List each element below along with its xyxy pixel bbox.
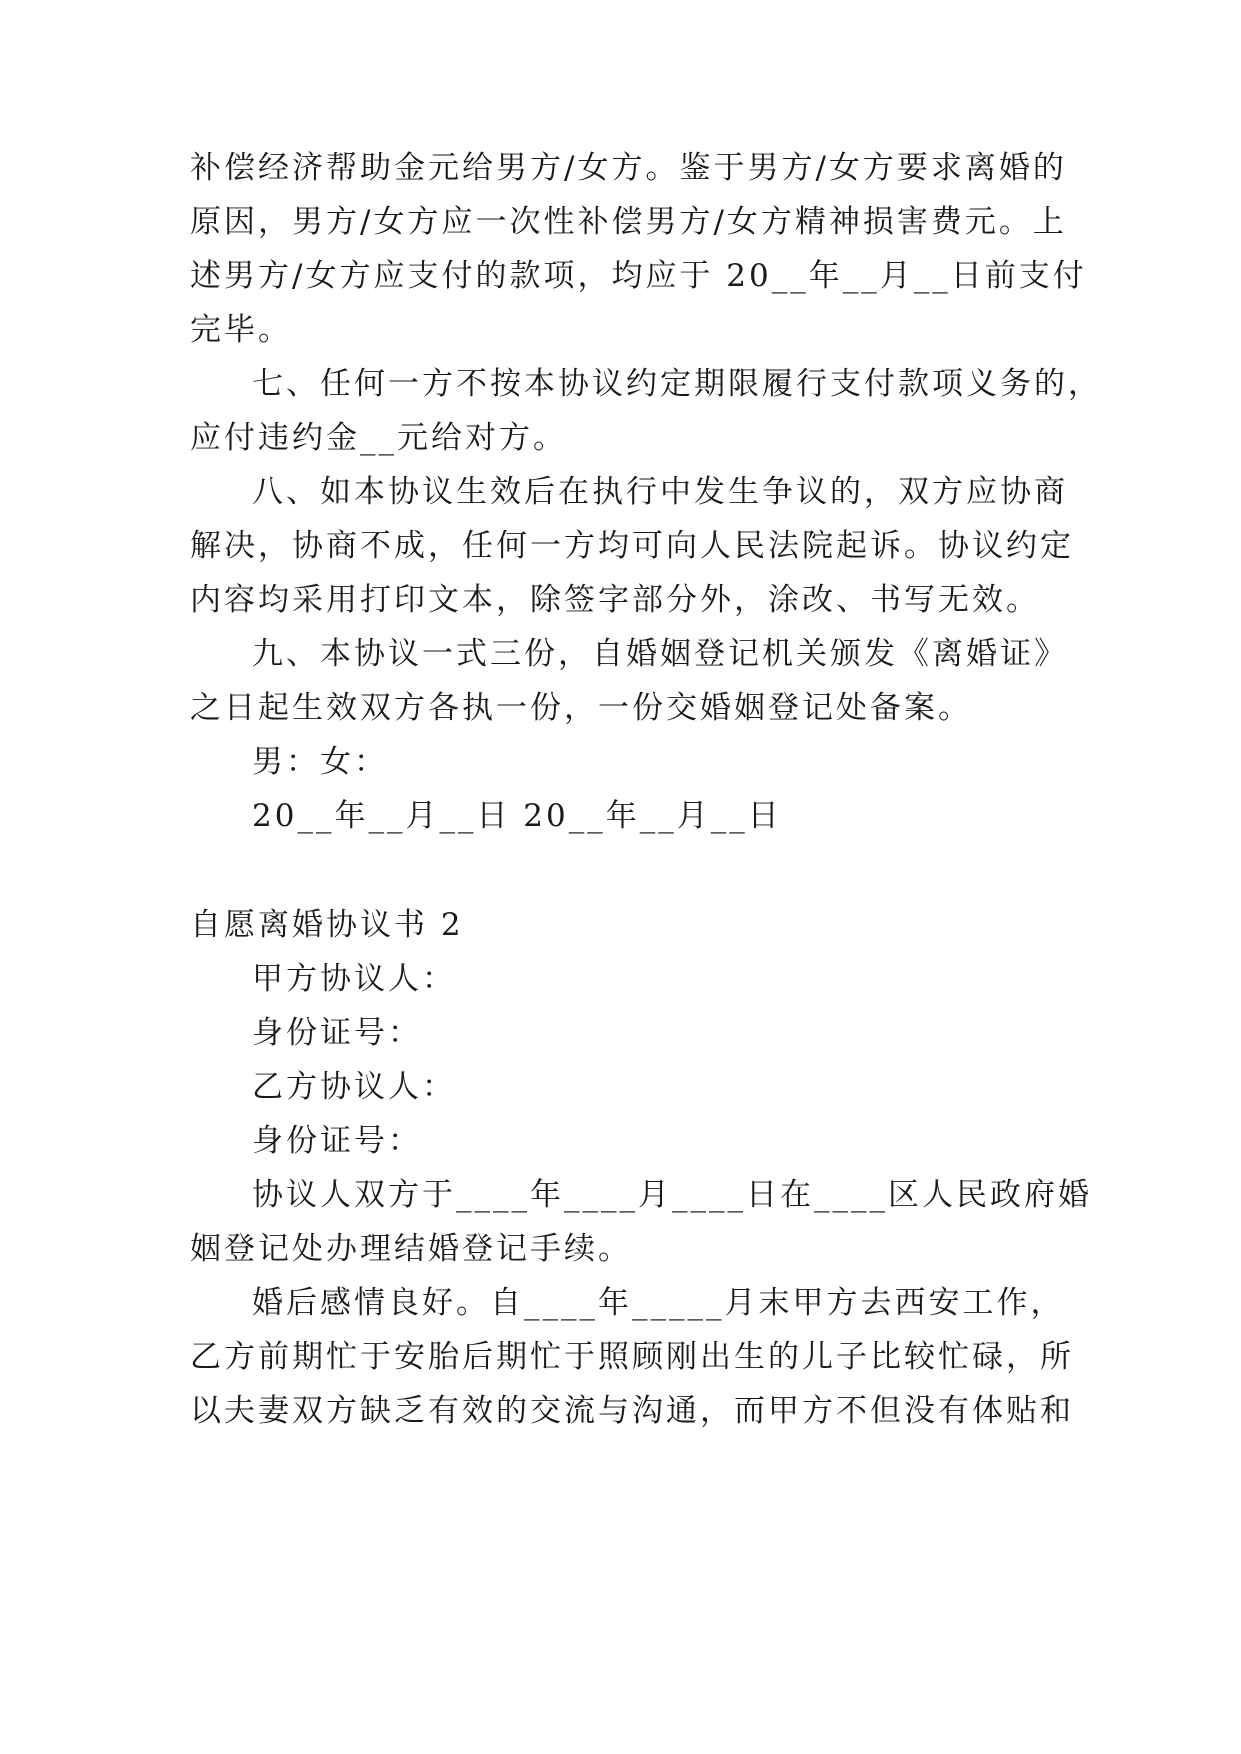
party-a-id-label: 身份证号： [252,1015,422,1051]
paragraph-line: 完毕。 [190,312,292,348]
party-b-label: 乙方协议人： [252,1069,456,1105]
paragraph-line: 之日起生效双方各执一份，一份交婚姻登记处备案。 [190,690,972,726]
paragraph-line: 婚后感情良好。自____年_____月末甲方去西安工作， [252,1285,1065,1321]
party-a-label: 甲方协议人： [252,961,456,997]
paragraph-line: 补偿经济帮助金元给男方/女方。鉴于男方/女方要求离婚的 [190,150,1067,186]
clause-nine: 九、本协议一式三份，自婚姻登记机关颁发《离婚证》 [252,636,1068,672]
party-b-id-label: 身份证号： [252,1123,422,1159]
document-title: 自愿离婚协议书 2 [190,907,464,943]
clause-seven: 七、任何一方不按本协议约定期限履行支付款项义务的， [252,366,1102,402]
paragraph-line: 应付违约金__元给对方。 [190,420,567,456]
paragraph-line: 内容均采用打印文本，除签字部分外，涂改、书写无效。 [190,582,1040,618]
signature-line: 男：女： [252,744,388,780]
paragraph-line: 乙方前期忙于安胎后期忙于照顾刚出生的儿子比较忙碌，所 [190,1339,1074,1375]
clause-eight: 八、如本协议生效后在执行中发生争议的，双方应协商 [252,474,1068,510]
paragraph-line: 解决，协商不成，任何一方均可向人民法院起诉。协议约定 [190,528,1074,564]
paragraph-line: 原因，男方/女方应一次性补偿男方/女方精神损害费元。上 [190,204,1067,240]
paragraph-line: 姻登记处办理结婚登记手续。 [190,1231,632,1267]
paragraph-line: 述男方/女方应支付的款项，均应于 20__年__月__日前支付 [190,258,1087,294]
date-line: 20__年__月__日 20__年__月__日 [252,798,782,834]
paragraph-line: 协议人双方于____年____月____日在____区人民政府婚 [252,1177,1092,1213]
paragraph-line: 以夫妻双方缺乏有效的交流与沟通，而甲方不但没有体贴和 [190,1393,1074,1429]
